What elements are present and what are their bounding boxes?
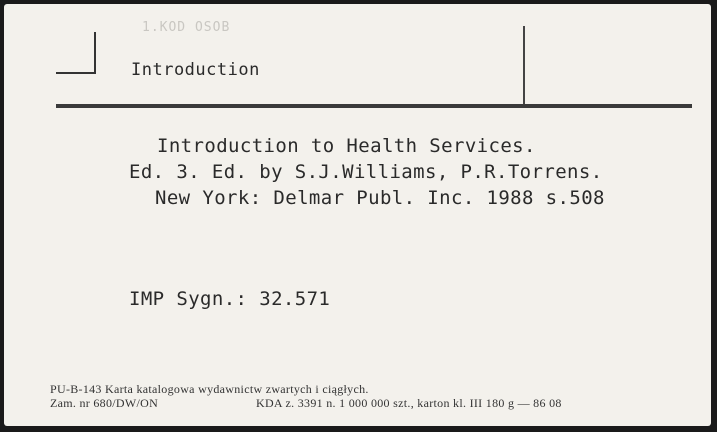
right-vertical-rule [523,26,525,106]
catalog-card [4,4,711,426]
publication-line: New York: Delmar Publ. Inc. 1988 s.508 [155,187,605,209]
left-horizontal-rule [56,72,96,74]
heading-divider [56,104,692,108]
footer-order-right: KDA z. 3391 n. 1 000 000 szt., karton kl. III 180 g — 86 08 [256,396,562,410]
footer-form-line: PU-B-143 Karta katalogowa wydawnictw zwartych i ciągłych. [50,382,369,396]
card-heading: Introduction [131,60,260,80]
call-number: IMP Sygn.: 32.571 [129,288,331,310]
faded-header-text: 1.KOD OSOB [142,20,231,35]
footer-order-left: Zam. nr 680/DW/ON [50,396,159,410]
left-vertical-rule [94,32,96,74]
edition-line: Ed. 3. Ed. by S.J.Williams, P.R.Torrens. [129,161,603,183]
title-line: Introduction to Health Services. [157,135,536,157]
